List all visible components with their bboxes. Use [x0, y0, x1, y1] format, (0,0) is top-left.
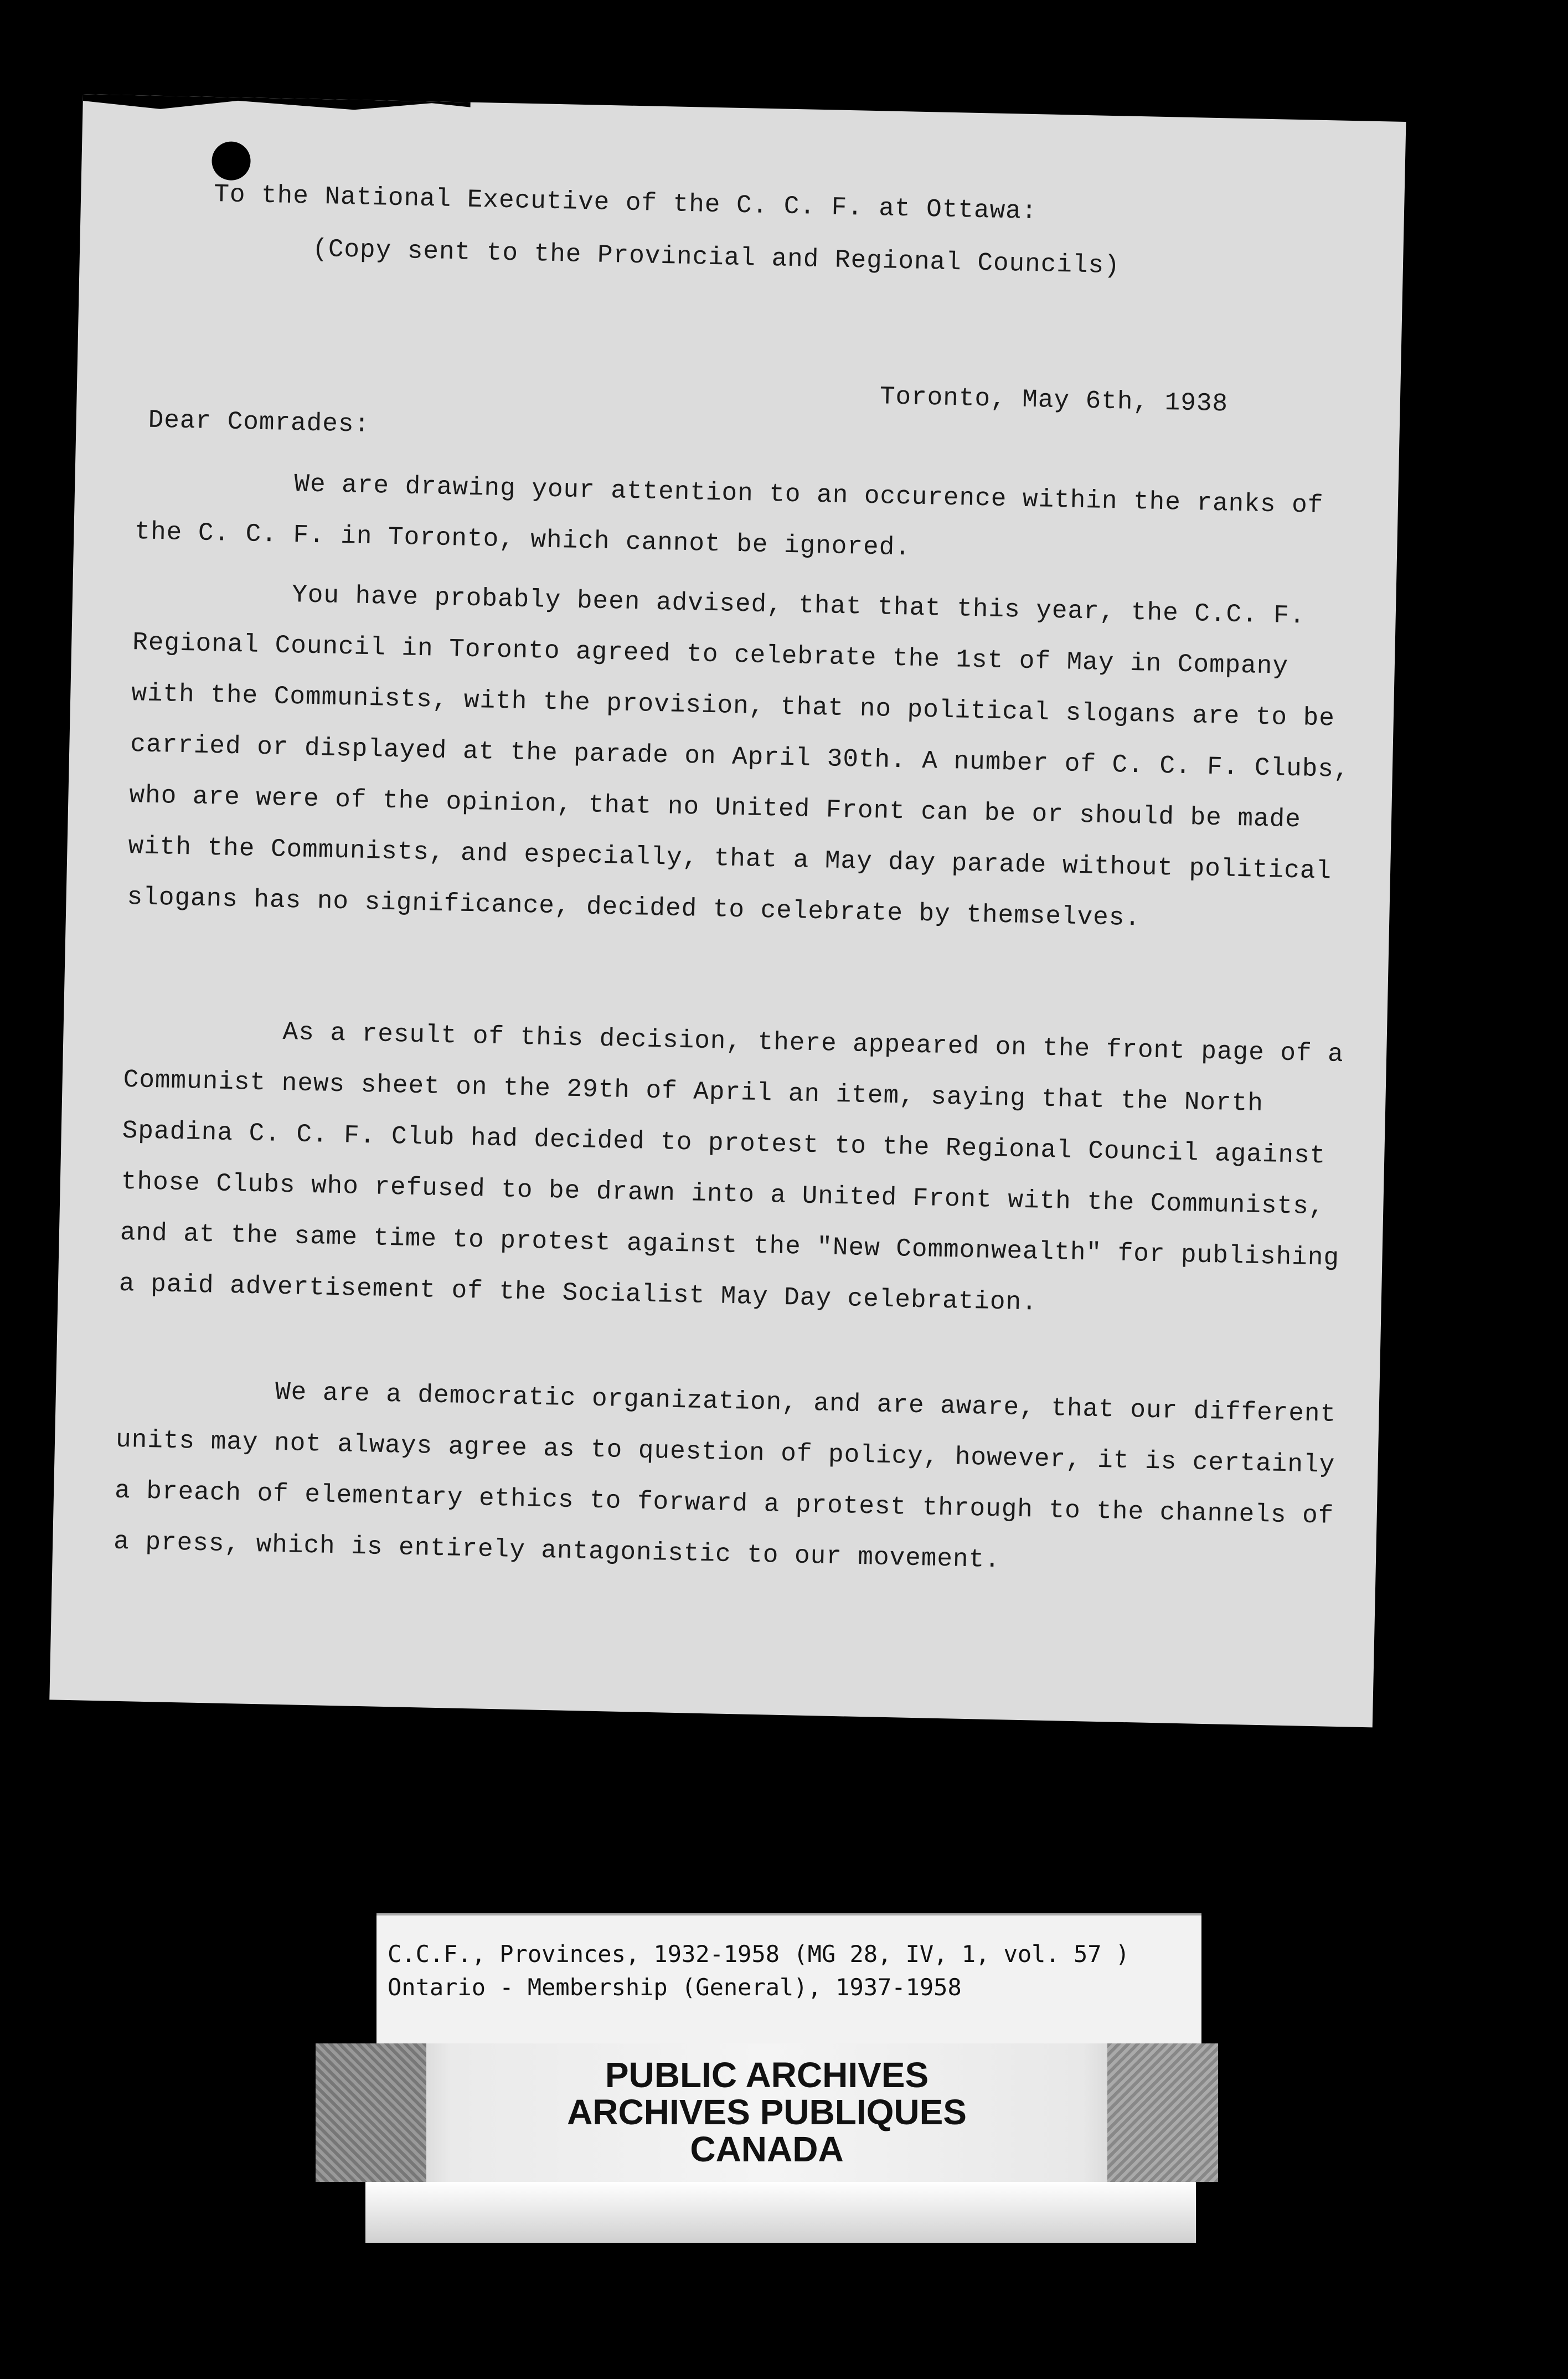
- letter-page: [49, 94, 1406, 1727]
- archive-label-line-1: C.C.F., Provinces, 1932-1958 (MG 28, IV, 1, vol. 57 ): [388, 1940, 1130, 1968]
- stamp-right-edge: [1107, 2043, 1218, 2182]
- date-line: Toronto, May 6th, 1938: [879, 382, 1229, 419]
- paragraph-2: You have probably been advised, that that this year, the C.C. F. Regional Council in Toronto agreed to celebrate the 1st of May in Company with the Communists, with the provision, that no political slogans are to be carried or displayed at the parade on April 30th. A number of C. C. F. Clubs, who are were of the opinion, that no United Front can be or should be made with the Communists, and especially, that a May day parade without political slogans has no significance, decided to celebrate by themselves.: [127, 577, 1366, 933]
- paragraph-4: We are a democratic organization, and are aware, that our different units may not always agree as to question of policy, however, it is certainly a breach of elementary ethics to forward a protest through to the channels of a press, which is entirely antagonistic to our movement.: [113, 1374, 1353, 1575]
- archive-reference-label: [376, 1913, 1201, 2046]
- stamp-left-edge: [316, 2043, 426, 2182]
- stamp-bottom-strip: [365, 2182, 1196, 2243]
- salutation: Dear Comrades:: [148, 405, 370, 439]
- torn-edge: [82, 94, 470, 119]
- paragraph-3: As a result of this decision, there appeared on the front page of a Communist news sheet on the 29th of April an item, saying that the North Spadina C. C. F. Club had decided to protest to the Regional Council against those Clubs who refused to be drawn into a United Front with the Communists, and at the same time to protest against the "New Commonwealth" for publishing a paid advertisement of the Socialist May Day celebration.: [118, 1014, 1360, 1317]
- copy-note: (Copy sent to the Provincial and Regional Councils): [312, 234, 1121, 281]
- stamp-line-3: CANADA: [690, 2129, 844, 2169]
- addressee-line: To the National Executive of the C. C. F. at Ottawa:: [213, 179, 1038, 226]
- stamp-line-1: PUBLIC ARCHIVES: [605, 2055, 929, 2095]
- archive-label-line-2: Ontario - Membership (General), 1937-1958: [388, 1974, 962, 2001]
- archives-stamp: [316, 2043, 1218, 2182]
- paragraph-1: We are drawing your attention to an occurence within the ranks of the C. C. F. in Toronto, which cannot be ignored.: [134, 466, 1340, 563]
- stamp-line-2: ARCHIVES PUBLIQUES: [567, 2092, 967, 2132]
